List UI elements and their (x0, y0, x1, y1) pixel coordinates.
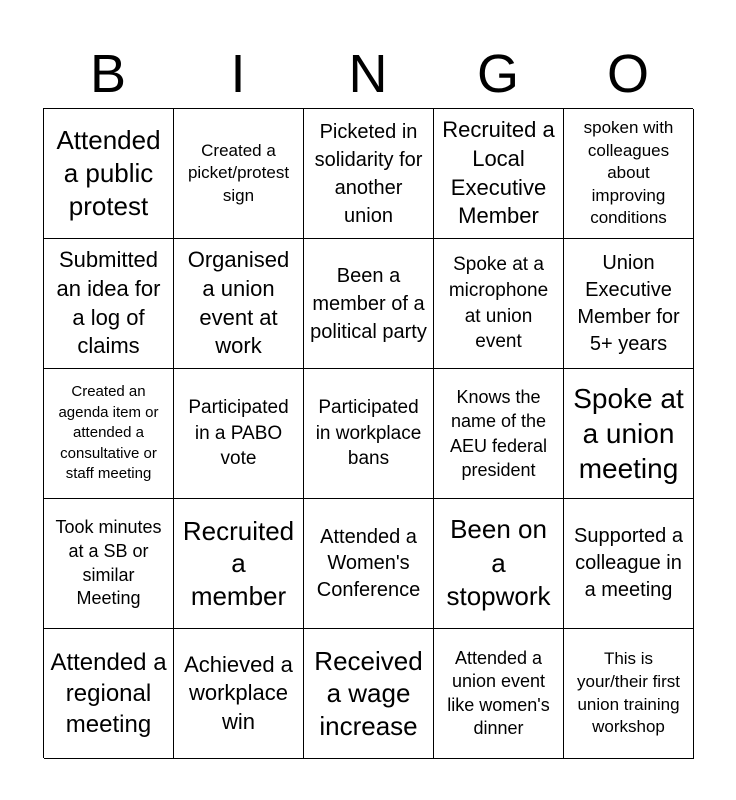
header-letter-i: I (230, 44, 246, 104)
bingo-cell-r5c5[interactable] (564, 629, 694, 759)
bingo-cell-r3c3[interactable] (304, 369, 434, 499)
bingo-board (43, 108, 693, 758)
cell-text: Attended a regional meeting (50, 648, 167, 739)
cell-text: Recruited a Local Executive Member (442, 117, 555, 229)
bingo-cell-r2c5[interactable] (564, 239, 694, 369)
cell-text: Created a picket/protest sign (187, 140, 290, 205)
cell-text: Achieved a workplace win (184, 651, 293, 734)
cell-text: Received a wage increase (314, 645, 423, 741)
bingo-cell-r1c2[interactable] (174, 109, 304, 239)
cell-text: Been a member of a political party (310, 264, 427, 343)
bingo-cell-r3c2[interactable] (174, 369, 304, 499)
cell-text: Submitted an idea for a log of claims (56, 247, 161, 359)
bingo-cell-r4c4[interactable] (434, 499, 564, 629)
bingo-cell-r2c4[interactable] (434, 239, 564, 369)
bingo-cell-r5c4[interactable] (434, 629, 564, 759)
header-letter-o: O (606, 44, 649, 104)
bingo-cell-r2c3[interactable] (304, 239, 434, 369)
bingo-cell-r3c5[interactable] (564, 369, 694, 499)
cell-text: Union Executive Member for 5+ years (577, 251, 680, 355)
cell-text: Took minutes at a SB or similar Meeting (55, 516, 162, 609)
bingo-cell-r1c4[interactable] (434, 109, 564, 239)
header-letter-b: B (89, 44, 127, 104)
cell-text: Been on a stopwork (446, 513, 551, 612)
bingo-cell-r5c2[interactable] (174, 629, 304, 759)
bingo-header (43, 42, 693, 106)
cell-text: Spoke at a union meeting (573, 383, 684, 484)
bingo-cell-r2c1[interactable] (44, 239, 174, 369)
bingo-cell-r2c2[interactable] (174, 239, 304, 369)
cell-text: Supported a colleague in a meeting (574, 525, 683, 601)
cell-text: Attended a public protest (56, 124, 161, 221)
bingo-cell-r4c5[interactable] (564, 499, 694, 629)
cell-text: Attended a Women's Conference (316, 525, 421, 601)
cell-text: Attended a union event like women's dinner (447, 647, 550, 738)
bingo-cell-r1c5[interactable] (564, 109, 694, 239)
bingo-cell-r5c3[interactable] (304, 629, 434, 759)
cell-text: Knows the name of the AEU federal president (449, 386, 548, 480)
bingo-cell-r3c1[interactable] (44, 369, 174, 499)
cell-text: Picketed in solidarity for another union (314, 120, 423, 227)
bingo-cell-r1c1[interactable] (44, 109, 174, 239)
bingo-cell-r4c1[interactable] (44, 499, 174, 629)
cell-text: Participated in workplace bans (315, 397, 422, 470)
bingo-cell-r4c3[interactable] (304, 499, 434, 629)
cell-text: This is your/their first union training workshop (577, 649, 680, 737)
cell-text: Created an agenda item or attended a consultative or staff meeting (58, 383, 159, 483)
bingo-cell-r3c4[interactable] (434, 369, 564, 499)
header-letter-n: N (348, 44, 388, 104)
bingo-cell-r1c3[interactable] (304, 109, 434, 239)
bingo-cell-r5c1[interactable] (44, 629, 174, 759)
cell-text: Participated in a PABO vote (188, 397, 289, 470)
cell-text: Recruited a member (182, 515, 295, 611)
header-letter-g: G (476, 44, 519, 104)
bingo-cell-r4c2[interactable] (174, 499, 304, 629)
cell-text: spoken with colleagues about improving conditions (583, 117, 674, 228)
cell-text: Spoke at a microphone at union event (448, 254, 549, 353)
cell-text: Organised a union event at work (187, 247, 290, 359)
